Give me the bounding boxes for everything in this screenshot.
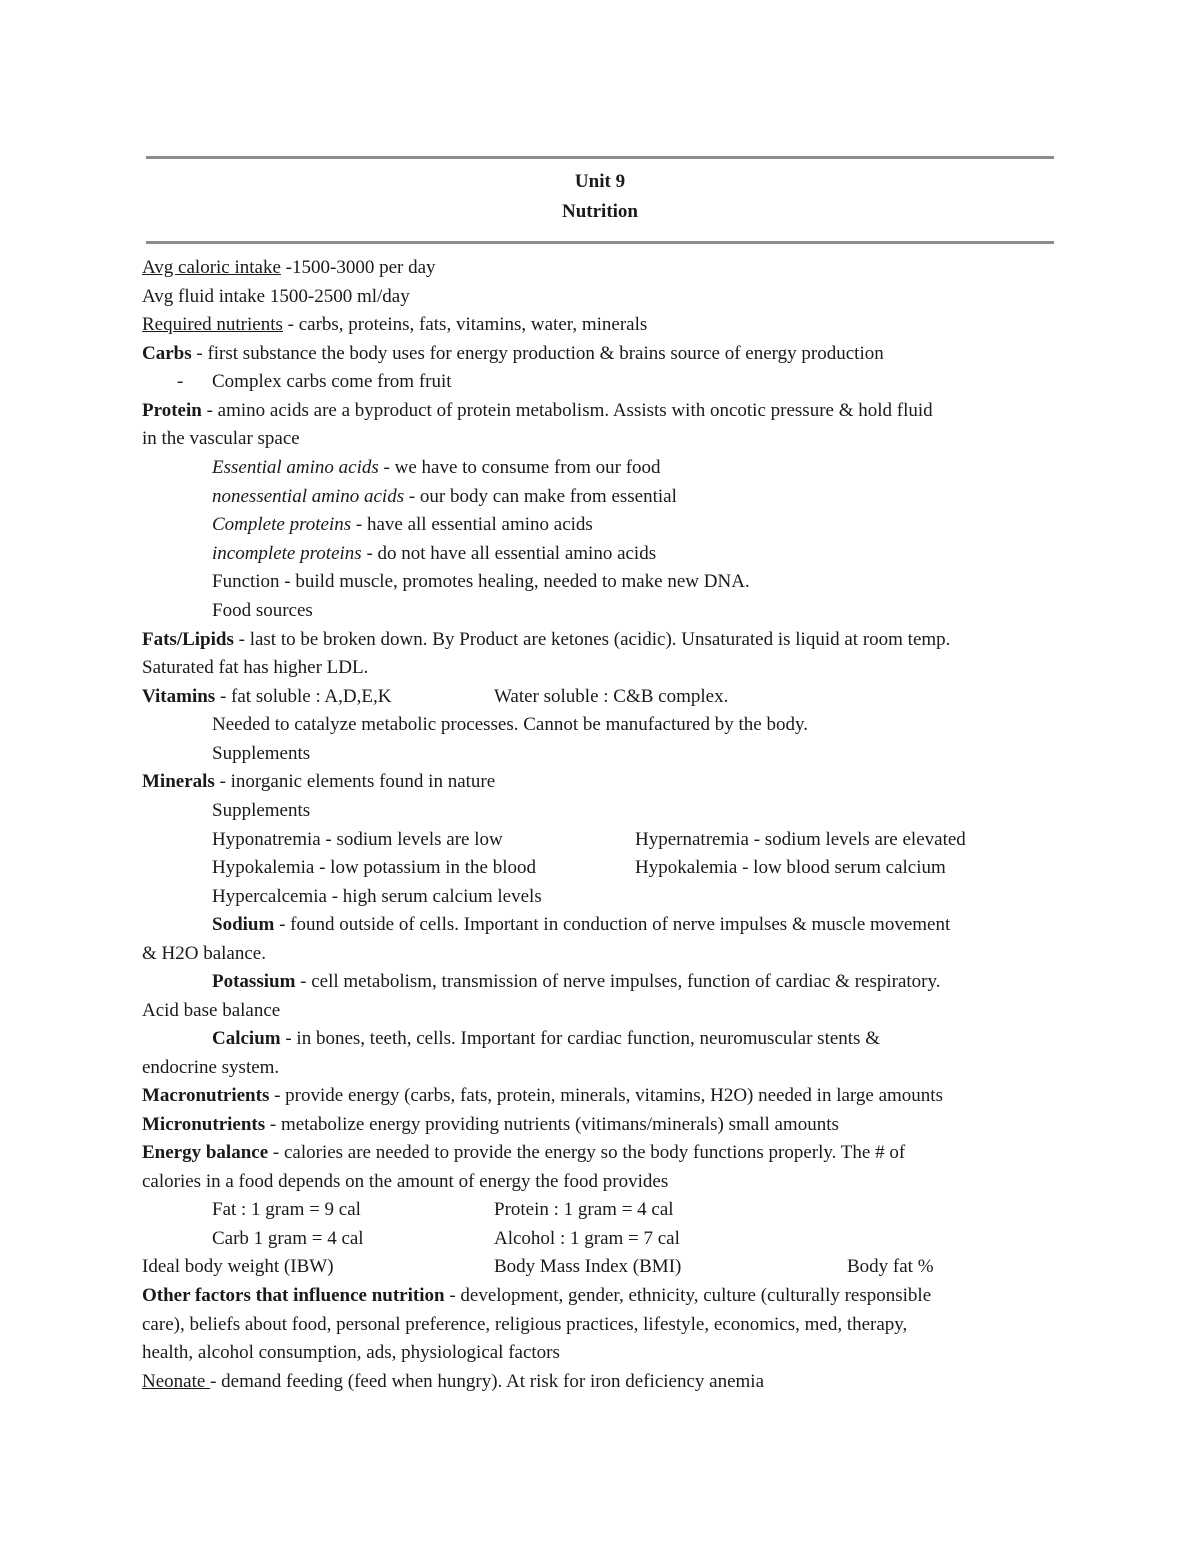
neonate-line: Neonate - demand feeding (feed when hungry). At risk for iron deficiency anemia — [142, 1371, 765, 1392]
carb-calories: Carb 1 gram = 4 cal — [212, 1228, 364, 1249]
other-factors-line-cont: care), beliefs about food, personal preference, religious practices, lifestyle, economics, med, therapy, — [142, 1314, 908, 1335]
body-mass-index: Body Mass Index (BMI) — [494, 1256, 682, 1277]
energy-balance-line-cont: calories in a food depends on the amount of energy the food provides — [142, 1171, 669, 1192]
body-fat-percent: Body fat % — [847, 1256, 934, 1277]
alcohol-calories: Alcohol : 1 gram = 7 cal — [494, 1228, 680, 1249]
vitamins-line: Vitamins - fat soluble : A,D,E,K — [142, 686, 392, 707]
hypokalemia-calcium-line: Hypokalemia - low blood serum calcium — [635, 857, 946, 878]
bottom-rule — [146, 241, 1054, 244]
essential-amino-line: Essential amino acids - we have to consume from our food — [212, 457, 661, 478]
hyponatremia-line: Hyponatremia - sodium levels are low — [212, 829, 503, 850]
avg-fluid-intake-line: Avg fluid intake 1500-2500 ml/day — [142, 286, 410, 307]
other-factors-line: Other factors that influence nutrition - development, gender, ethnicity, culture (culturally responsible — [142, 1285, 932, 1306]
protein-line: Protein - amino acids are a byproduct of protein metabolism. Assists with oncotic pressure & hold fluid — [142, 400, 933, 421]
food-sources-line: Food sources — [212, 600, 313, 621]
water-soluble-vitamins: Water soluble : C&B complex. — [494, 686, 729, 707]
unit-heading: Unit 9 — [574, 171, 626, 192]
bullet-dash: - — [177, 371, 184, 392]
potassium-line-cont: Acid base balance — [142, 1000, 281, 1021]
complete-proteins-line: Complete proteins - have all essential amino acids — [212, 514, 593, 535]
macronutrients-line: Macronutrients - provide energy (carbs, fats, protein, minerals, vitamins, H2O) needed in large amounts — [142, 1085, 943, 1106]
avg-caloric-intake-line: Avg caloric intake -1500-3000 per day — [142, 257, 436, 278]
nonessential-amino-line: nonessential amino acids - our body can make from essential — [212, 486, 677, 507]
fats-lipids-line: Fats/Lipids - last to be broken down. By Product are ketones (acidic). Unsaturated is liquid at room temp. — [142, 629, 951, 650]
carbs-line: Carbs - first substance the body uses for energy production & brains source of energy production — [142, 343, 884, 364]
hypokalemia-line: Hypokalemia - low potassium in the blood — [212, 857, 537, 878]
hypernatremia-line: Hypernatremia - sodium levels are elevated — [635, 829, 966, 850]
incomplete-proteins-line: incomplete proteins - do not have all essential amino acids — [212, 543, 657, 564]
protein-function-line: Function - build muscle, promotes healing, needed to make new DNA. — [212, 571, 750, 592]
fat-calories: Fat : 1 gram = 9 cal — [212, 1199, 361, 1220]
mineral-supplements-line: Supplements — [212, 800, 311, 821]
top-rule — [146, 156, 1054, 159]
hypercalcemia-line: Hypercalcemia - high serum calcium levels — [212, 886, 542, 907]
vitamin-supplements-line: Supplements — [212, 743, 311, 764]
vitamins-catalyze-line: Needed to catalyze metabolic processes. Cannot be manufactured by the body. — [212, 714, 808, 735]
calcium-line: Calcium - in bones, teeth, cells. Important for cardiac function, neuromuscular stents & — [212, 1028, 880, 1049]
complex-carbs-line: Complex carbs come from fruit — [212, 371, 452, 392]
ideal-body-weight: Ideal body weight (IBW) — [142, 1256, 334, 1277]
sodium-line: Sodium - found outside of cells. Important in conduction of nerve impulses & muscle movement — [212, 914, 951, 935]
required-nutrients-line: Required nutrients - carbs, proteins, fats, vitamins, water, minerals — [142, 314, 648, 335]
page-title: Nutrition — [562, 201, 638, 222]
micronutrients-line: Micronutrients - metabolize energy providing nutrients (vitimans/minerals) small amounts — [142, 1114, 839, 1135]
energy-balance-line: Energy balance - calories are needed to provide the energy so the body functions properly. The # of — [142, 1142, 906, 1163]
calcium-line-cont: endocrine system. — [142, 1057, 280, 1078]
minerals-line: Minerals - inorganic elements found in nature — [142, 771, 496, 792]
other-factors-line-end: health, alcohol consumption, ads, physiological factors — [142, 1342, 560, 1363]
sodium-line-cont: & H2O balance. — [142, 943, 266, 964]
protein-line-cont: in the vascular space — [142, 428, 300, 449]
potassium-line: Potassium - cell metabolism, transmission of nerve impulses, function of cardiac & respiratory. — [212, 971, 941, 992]
protein-calories: Protein : 1 gram = 4 cal — [494, 1199, 674, 1220]
saturated-fat-line: Saturated fat has higher LDL. — [142, 657, 369, 678]
